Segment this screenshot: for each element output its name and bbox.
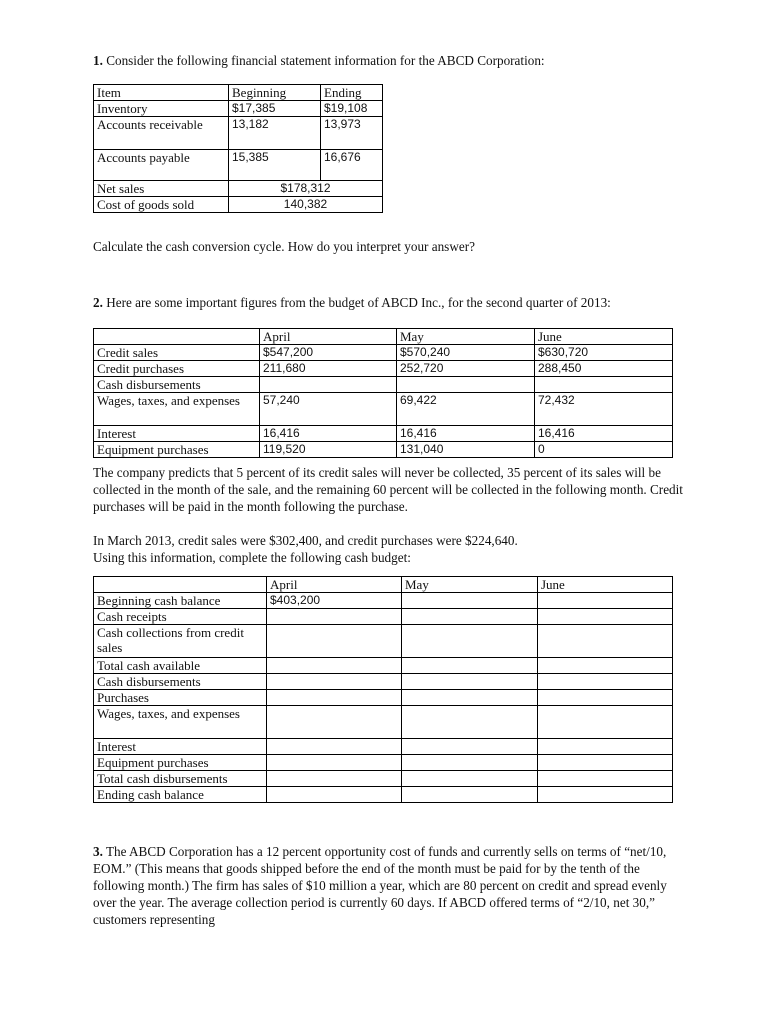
header-june: June — [535, 329, 673, 345]
cell-april: 119,520 — [260, 442, 397, 458]
cell-june — [538, 674, 673, 690]
header-blank — [94, 577, 267, 593]
cell-may — [402, 674, 538, 690]
cell-net-sales: $178,312 — [229, 181, 383, 197]
header-blank — [94, 329, 260, 345]
row-label: Credit sales — [94, 345, 260, 361]
cell-april: $547,200 — [260, 345, 397, 361]
cell-beginning: 13,182 — [229, 117, 321, 150]
table-header-row — [94, 85, 383, 101]
row-label: Wages, taxes, and expenses — [94, 393, 260, 426]
cell-april — [267, 690, 402, 706]
row-label: Cash collections from credit sales — [94, 625, 267, 658]
cell-may: 131,040 — [397, 442, 535, 458]
cell-june — [538, 787, 673, 803]
cell-june: 72,432 — [535, 393, 673, 426]
q2-intro — [93, 294, 683, 311]
table-row — [94, 117, 383, 150]
table-row — [94, 706, 673, 739]
cell-june: 16,416 — [535, 426, 673, 442]
cell-april: 16,416 — [260, 426, 397, 442]
cell-april — [267, 739, 402, 755]
cell-may — [402, 593, 538, 609]
q2-number: 2. — [93, 295, 103, 310]
row-label: Ending cash balance — [94, 787, 267, 803]
table-row — [94, 150, 383, 181]
header-april: April — [260, 329, 397, 345]
cell-may — [402, 739, 538, 755]
cell-may: 69,422 — [397, 393, 535, 426]
table-row — [94, 674, 673, 690]
table-row — [94, 593, 673, 609]
cell-april — [260, 377, 397, 393]
table-row — [94, 442, 673, 458]
row-label: Interest — [94, 426, 260, 442]
cell-may — [402, 787, 538, 803]
cell-cogs: 140,382 — [229, 197, 383, 213]
row-label: Accounts payable — [94, 150, 229, 181]
row-label: Accounts receivable — [94, 117, 229, 150]
row-label: Interest — [94, 739, 267, 755]
cell-june: 288,450 — [535, 361, 673, 377]
table-row — [94, 771, 673, 787]
row-label: Inventory — [94, 101, 229, 117]
q2-paragraph-march: In March 2013, credit sales were $302,400, and credit purchases were $224,640. — [93, 533, 518, 548]
q1-intro — [93, 52, 683, 69]
table-row — [94, 739, 673, 755]
cell-june — [538, 739, 673, 755]
table-row — [94, 345, 673, 361]
row-label: Net sales — [94, 181, 229, 197]
table-row — [94, 787, 673, 803]
cell-june: $630,720 — [535, 345, 673, 361]
row-label: Purchases — [94, 690, 267, 706]
cell-june — [535, 377, 673, 393]
table-header-row — [94, 329, 673, 345]
table-row — [94, 755, 673, 771]
cell-june: 0 — [535, 442, 673, 458]
header-may: May — [397, 329, 535, 345]
cell-june — [538, 690, 673, 706]
header-may: May — [402, 577, 538, 593]
table-row — [94, 658, 673, 674]
table-row — [94, 609, 673, 625]
q3-paragraph — [93, 843, 683, 928]
header-beginning: Beginning — [229, 85, 321, 101]
header-june: June — [538, 577, 673, 593]
cell-may — [397, 377, 535, 393]
table-row — [94, 393, 673, 426]
row-label: Credit purchases — [94, 361, 260, 377]
cell-june — [538, 706, 673, 739]
row-label: Cost of goods sold — [94, 197, 229, 213]
q3-number: 3. — [93, 844, 103, 859]
table-header-row — [94, 577, 673, 593]
row-label: Beginning cash balance — [94, 593, 267, 609]
cell-may: 16,416 — [397, 426, 535, 442]
cell-april — [267, 625, 402, 658]
cell-april — [267, 674, 402, 690]
cell-april — [267, 787, 402, 803]
cell-june — [538, 755, 673, 771]
q2-paragraph-instructions: Using this information, complete the following cash budget: — [93, 550, 411, 565]
q1-question: Calculate the cash conversion cycle. How do you interpret your answer? — [93, 239, 475, 254]
cell-may: $570,240 — [397, 345, 535, 361]
table-row — [94, 181, 383, 197]
cell-may — [402, 625, 538, 658]
cell-april — [267, 706, 402, 739]
table-row — [94, 377, 673, 393]
cell-june — [538, 609, 673, 625]
cell-may — [402, 690, 538, 706]
table-row — [94, 101, 383, 117]
cell-april — [267, 609, 402, 625]
q2-intro-text: Here are some important figures from the budget of ABCD Inc., for the second quarter of 2013: — [106, 295, 611, 310]
cell-ending: 16,676 — [321, 150, 383, 181]
cell-may — [402, 771, 538, 787]
cell-april: $403,200 — [267, 593, 402, 609]
q1-number: 1. — [93, 53, 103, 68]
q1-intro-text: Consider the following financial statement information for the ABCD Corporation: — [106, 53, 545, 68]
cell-may — [402, 609, 538, 625]
header-item: Item — [94, 85, 229, 101]
row-label: Wages, taxes, and expenses — [94, 706, 267, 739]
cell-ending: 13,973 — [321, 117, 383, 150]
row-label: Cash disbursements — [94, 377, 260, 393]
table-row — [94, 690, 673, 706]
row-label: Total cash disbursements — [94, 771, 267, 787]
q1-table — [93, 84, 383, 213]
row-label: Equipment purchases — [94, 442, 260, 458]
cell-beginning: $17,385 — [229, 101, 321, 117]
q2-figures-table — [93, 328, 673, 458]
row-label: Cash receipts — [94, 609, 267, 625]
row-label: Cash disbursements — [94, 674, 267, 690]
header-ending: Ending — [321, 85, 383, 101]
table-row — [94, 625, 673, 658]
cell-april — [267, 755, 402, 771]
table-row — [94, 361, 673, 377]
cell-ending: $19,108 — [321, 101, 383, 117]
cell-april: 57,240 — [260, 393, 397, 426]
table-row — [94, 426, 673, 442]
q2-paragraph-collections: The company predicts that 5 percent of its credit sales will never be collected, 35 percent of its sales will be collected in the month of the sale, and the remaining 60 percent will be collected in the following month. Credit purchases will be paid in the month following the purchase. — [93, 465, 683, 514]
q2-cash-budget-table — [93, 576, 673, 803]
cell-april — [267, 771, 402, 787]
cell-june — [538, 625, 673, 658]
cell-beginning: 15,385 — [229, 150, 321, 181]
table-row — [94, 197, 383, 213]
cell-may — [402, 706, 538, 739]
cell-june — [538, 658, 673, 674]
cell-may: 252,720 — [397, 361, 535, 377]
q3-text: The ABCD Corporation has a 12 percent opportunity cost of funds and currently sells on terms of “net/10, EOM.” (This means that goods shipped before the end of the month must be paid for by the tenth of the following month.) The firm has sales of $10 million a year, which are 80 percent on credit and spread evenly over the year. The average collection period is currently 60 days. If ABCD offered terms of “2/10, net 30,” customers representing — [93, 844, 667, 927]
row-label: Total cash available — [94, 658, 267, 674]
cell-april — [267, 658, 402, 674]
cell-may — [402, 658, 538, 674]
cell-june — [538, 593, 673, 609]
cell-june — [538, 771, 673, 787]
cell-april: 211,680 — [260, 361, 397, 377]
header-april: April — [267, 577, 402, 593]
row-label: Equipment purchases — [94, 755, 267, 771]
cell-may — [402, 755, 538, 771]
